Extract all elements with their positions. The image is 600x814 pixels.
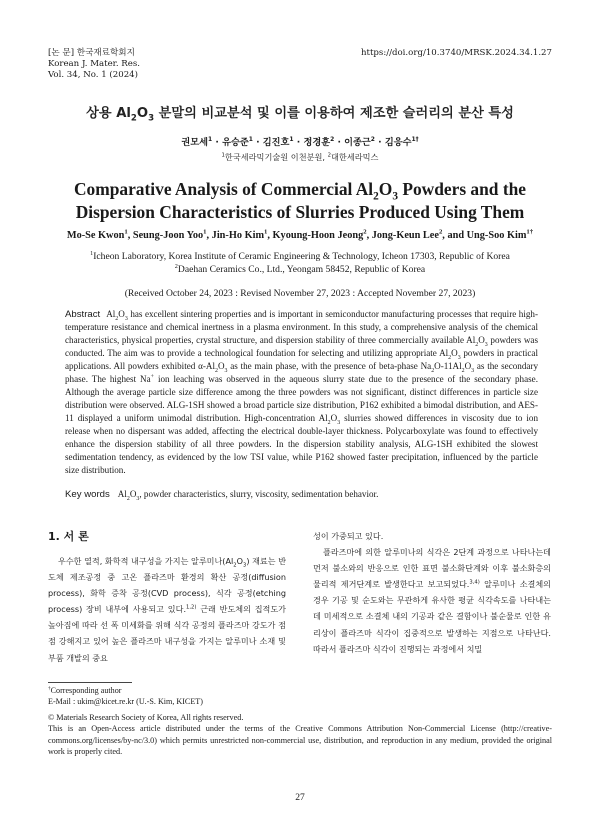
korean-affiliations: $^1$한국세라믹기술원 이천분원, $^2$대한세라믹스 (221, 152, 379, 162)
copyright-notice: © Materials Research Society of Korea, All rights reserved. This is an Open-Access article distributed under the terms of the Creative Commons Attribution Non-Commercial License (http://creative-commons.org/licenses/by-nc/3.0) which permits unrestricted non-commercial use, distribution, and reproduction in any medium, provided the original work is properly cited. (48, 713, 552, 757)
keywords: Key words $Al_2O_3$, powder characteristics, slurry, viscosity, sedimentation behavior. (65, 489, 379, 502)
english-affiliations: $^1$Icheon Laboratory, Korea Institute of Ceramic Engineering & Technology, Icheon 17303, Republic of Korea $^2$Daehan Ceramics Co., Ltd., Yeongam 58452, Republic of Korea (90, 249, 510, 276)
footnote-rule (48, 682, 132, 683)
author-email: E-Mail : ukim@kicet.re.kr (U.-S. Kim, KICET) (48, 697, 203, 706)
journal-volume: Vol. 34, No. 1 (2024) (48, 70, 138, 81)
left-column-body (48, 553, 286, 666)
journal-header (48, 48, 140, 82)
section-heading-introduction: 1. 서 론 (48, 530, 89, 543)
doi-link[interactable]: https://doi.org/10.3740/MRSK.2024.34.1.27 (360, 48, 552, 58)
english-title: Comparative Analysis of Commercial $Al_2O_3$ Powders and the Dispersion Characteristics of Slurries Produced Using Them (73, 179, 527, 222)
abstract: Abstract $Al_2O_3$ has excellent sintering properties and is important in semiconductor manufacturing processes that require high-temperature resistance and chemical inertness in a plasma environment. In this study, a comprehensive analysis of the chemical characteristics, physical properties, crystal structure, and dispersion stability of three commercially available $Al_2O_3$ powders was conducted. The aim was to provide a technological foundation for selecting and utilizing appropriate $Al_2O_3$ powders in practical applications. All powders exhibited $\alpha-Al_2O_3$ as the main phase, with the presence of beta-phase $Na_2O-11Al_2O_3$ as the secondary phase. The highest Na+ ion leaching was observed in the aqueous slurry state due to the presence of the secondary phase. Although the average particle size difference among the three powders was not significant, distinct differences in particle size distribution were observed. ALG-1SH showed a broad particle size distribution, P162 exhibited a bimodal distribution, and AES-11 displayed a uniform unimodal distribution. High-concentration $Al_2O_3$ slurries showed differences in viscosity due to ion release when no dispersant was added, affecting the electrical double-layer thickness. Polycarboxylate was found to effectively enhance the dispersion stability of all three powders. In the dispersion stability analysis, ALG-1SH exhibited the slowest sedimentation tendency, as evidenced by the low TSI value, while P162 showed faster precipitation, influenced by the particle size distribution. (65, 309, 538, 475)
corresponding-author-footnote: †Corresponding author E-Mail : ukim@kicet.re.kr (U.-S. Kim, KICET) (48, 685, 203, 706)
korean-title: 상용 $Al_2O_3$ 분말의 비교분석 및 이를 이용하여 제조한 슬러리의 분산 특성 (86, 106, 514, 124)
journal-name-en: Korean J. Mater. Res. (48, 59, 140, 70)
received-dates: (Received October 24, 2023 : Revised November 27, 2023 : Accepted November 27, 2023) (124, 288, 476, 299)
right-column-body (313, 528, 551, 657)
abstract-label: Abstract (65, 309, 101, 320)
intro-paragraph-2: 플라즈마에 의한 알루미나의 식각은 2단계 과정으로 나타나는데 먼저 불소와의 반응으로 인한 표면 불소화단계와 이후 불소화층의 물리적 제거단계로 발생한다고 보고되었다.$^{3,4)}$ 알루미나 소결체의 경우 기공 및 순도와는 무관하게 유사한 평균 식각속도를 나타내는데 미세적으로 소결체 내의 기공과 같은 결함이나 불순물로 인한 유리상이 플라즈마 식각이 집중적으로 발생하는 지점으로 나타난다. 따라서 플라즈마 식각이 진행되는 과정에서 치밀 (313, 547, 551, 654)
korean-authors: 권모세$^1$ · 유승준$^1$ · 김진호$^1$ · 정경훈$^2$ · 이종근$^2$ · 김응수$^{1\dagger}$ (181, 135, 419, 148)
keywords-label: Key words (65, 489, 110, 500)
intro-paragraph-1-cont: 성이 가중되고 있다. (313, 531, 384, 541)
english-authors: Mo-Se Kwon$^1$, Seung-Joon Yoo$^1$, Jin-Ho Kim$^1$, Kyoung-Hoon Jeong$^2$, Jong-Keun Lee$^2$, and Ung-Soo Kim$^{1\dagger}$ (66, 228, 534, 241)
intro-paragraph-1: 우수한 열적, 화학적 내구성을 가지는 알루미나$(Al_2O_3)$ 재료는 반도체 제조공정 중 고온 플라즈마 환경의 확산 공정(diffusion process), 화학 증착 공정(CVD process), 식각 공정(etching process) 장비 내부에 사용되고 있다.$^{1,2)}$ 근래 반도체의 집적도가 높아짐에 따라 선 폭 미세화를 위해 식각 공정의 플라즈마 강도가 점점 강해지고 있어 높은 플라즈마 내구성을 가지는 알루미나 소재 및 부품 개발의 중요 (48, 556, 287, 663)
page-number: 27 (295, 792, 305, 803)
journal-name-kr: [논 문] 한국재료학회지 (48, 48, 135, 58)
